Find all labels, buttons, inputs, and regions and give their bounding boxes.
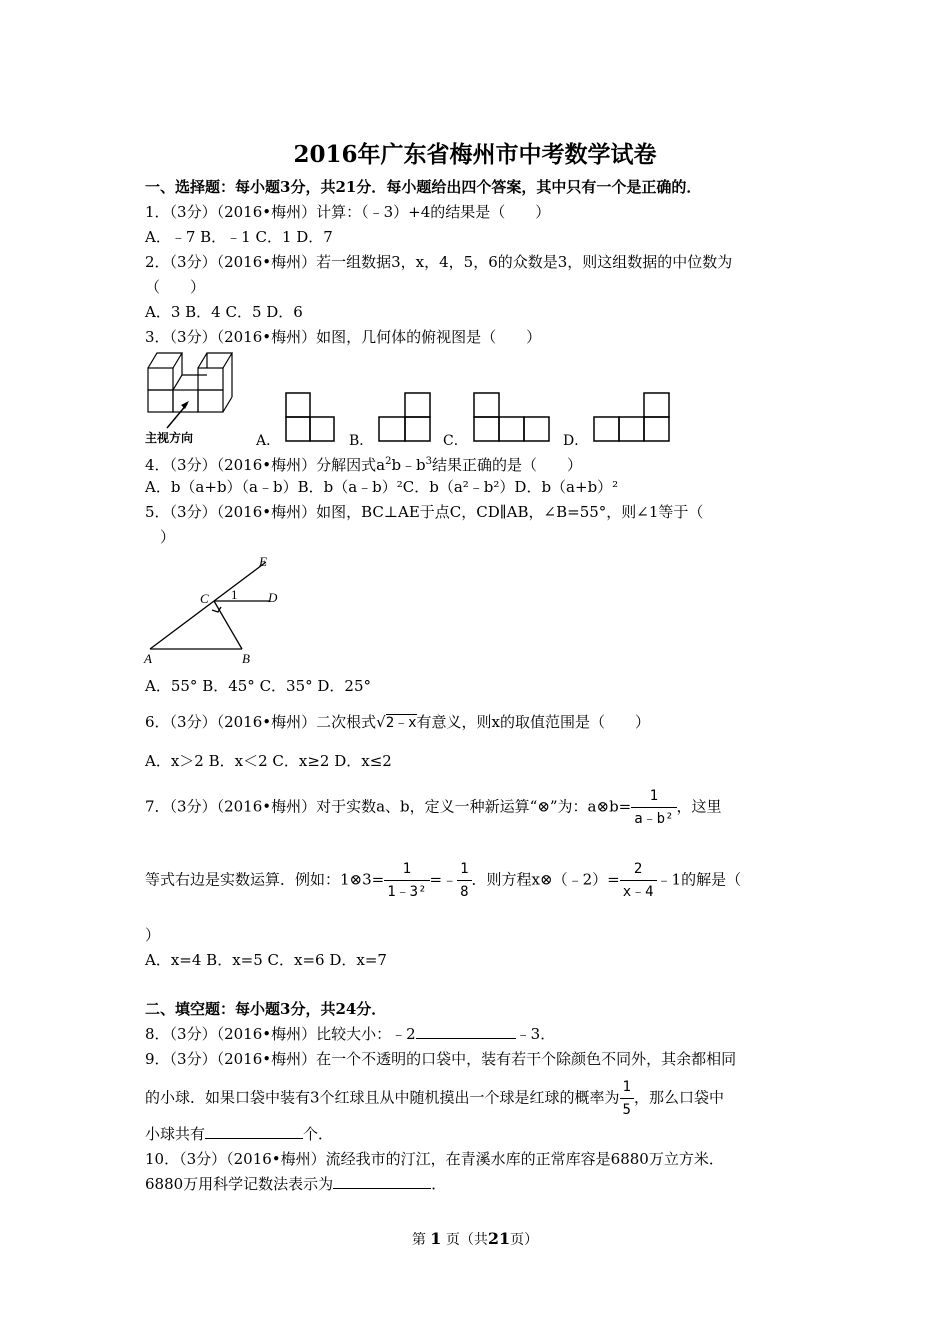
question-2: 2．（3分）（2016•梅州）若一组数据3，x，4，5，6的众数是3，则这组数据的中位数为 [145,253,733,271]
fraction-one-fifth: $\frac{1}{5}$ [620,1076,634,1121]
option-d-figure [593,392,673,444]
question-5-geometry-figure [142,552,292,667]
question-2-options: A．3 B．4 C．5 D．6 [145,303,303,321]
question-10: 10．（3分）（2016•梅州）流经我市的汀江，在青溪水库的正常库容是6880万立方米． [145,1150,724,1168]
point-b-label: B [242,651,250,666]
question-7-example: 等式右边是实数运算．例如：1⊗3= $\frac{1}{\text{1﹣3²}}$ =﹣ $\frac{1}{8}$ ．则方程x⊗（﹣2）= $\frac{2}{x﹣4}$ ﹣1的解是（ [145,858,741,903]
question-5: 5．（3分）（2016•梅州）如图，BC⊥AE于点C，CD∥AB，∠B=55°，则∠1等于（ [145,503,704,521]
question-1-options: A．﹣7 B．﹣1 C．1 D．7 [145,228,333,246]
fraction-example: $\frac{1}{\text{1﹣3²}}$ [384,858,429,903]
section-1-heading: 一、选择题：每小题3分，共21分．每小题给出四个答案，其中只有一个是正确的． [145,178,702,196]
question-7: 7．（3分）（2016•梅州）对于实数a、b，定义一种新运算“⊗”为：a⊗b= $\frac{1}{\text{a﹣b²}}$ ，这里 [145,785,722,830]
question-9: 9．（3分）（2016•梅州）在一个不透明的口袋中，装有若干个除颜色不同外，其余都相同 [145,1050,737,1068]
page-footer: 第 1 页（共21页） [411,1229,539,1248]
question-7-options: A．x=4 B．x=5 C．x=6 D．x=7 [145,951,387,969]
question-6-options: A．x＞2 B．x＜2 C．x≥2 D．x≤2 [145,752,392,770]
answer-blank [416,1024,516,1039]
paper-title: 2016年广东省梅州市中考数学试卷 [293,141,657,168]
question-2-paren: （ ） [145,278,206,296]
question-9-end: 小球共有 个． [145,1125,334,1143]
fraction-one-eighth: $\frac{1}{8}$ [457,858,471,903]
option-a-figure [285,392,339,444]
option-c-figure [473,392,553,444]
option-a-label: A． [256,433,281,449]
section-2-heading: 二、填空题：每小题3分，共24分． [145,1000,387,1018]
point-d-label: D [268,590,278,605]
view-direction-label: 主视方向 [145,431,194,445]
point-e-label: E [259,554,267,569]
question-6: 6．（3分）（2016•梅州）二次根式√2﹣x有意义，则x的取值范围是（ ） [145,713,651,731]
question-5-options: A．55° B．45° C．35° D．25° [145,677,372,695]
question-7-paren: ） [145,926,161,944]
question-10-cont: 6880万用科学记数法表示为 ． [145,1175,447,1193]
option-d-label: D． [563,433,589,449]
question-4-options: A．b（a+b）（a﹣b）B．b（a﹣b）²C．b（a²﹣b²）D．b（a+b）² [145,478,619,496]
answer-blank [333,1174,431,1189]
question-1: 1．（3分）（2016•梅州）计算：（﹣3）+4的结果是（ ） [145,203,551,221]
option-b-label: B． [349,433,374,449]
point-a-label: A [144,651,152,666]
answer-blank [205,1124,303,1139]
angle-1-label: 1 [231,587,238,602]
question-8: 8．（3分）（2016•梅州）比较大小：﹣2 ﹣3． [145,1025,556,1043]
fraction-1-over-a-minus-b-squared: $\frac{1}{\text{a﹣b²}}$ [631,785,676,830]
question-4: 4．（3分）（2016•梅州）分解因式$a^2b﹣b^3$结果正确的是（ ） [145,456,583,474]
question-9-cont: 的小球．如果口袋中装有3个红球且从中随机摸出一个球是红球的概率为 $\frac{1}{5}$ ，那么口袋中 [145,1076,724,1121]
option-b-figure [378,392,434,444]
question-3: 3．（3分）（2016•梅州）如图，几何体的俯视图是（ ） [145,328,542,346]
fraction-2-over-x-minus-4: $\frac{2}{x﹣4}$ [620,858,657,903]
option-c-label: C． [443,433,468,449]
question-5-paren: ） [160,528,176,546]
point-c-label: C [200,591,209,606]
